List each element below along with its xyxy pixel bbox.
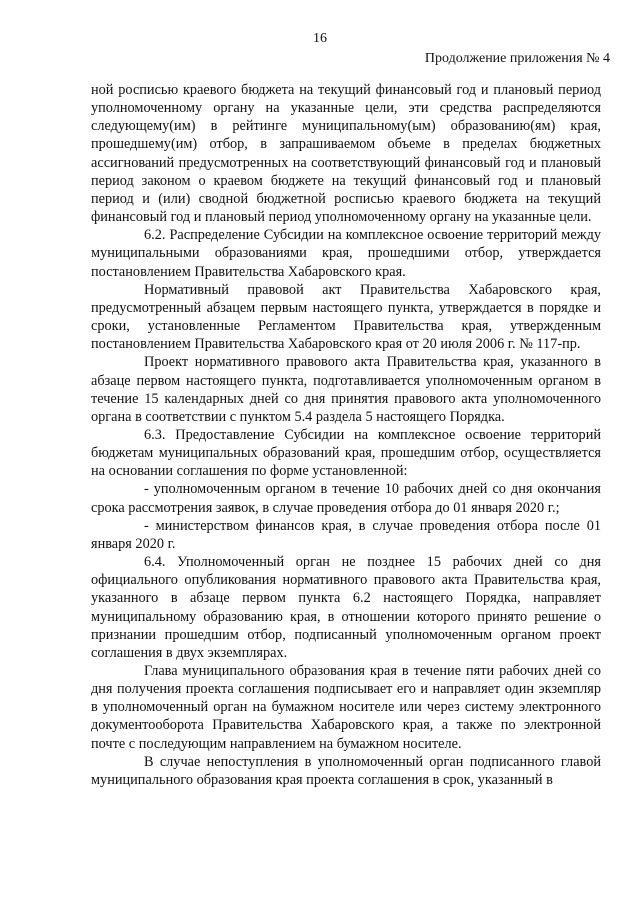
- list-item-finance-ministry: - министерством финансов края, в случае проведения отбора после 01 января 2020 г.: [91, 517, 601, 552]
- list-item-authorized-body: - уполномоченным органом в течение 10 рабочих дней со дня окончания срока рассмотрения заявок, в случае проведения отбора до 01 января 2020 г.;: [91, 481, 601, 516]
- paragraph-non-receipt: В случае непоступления в уполномоченный орган подписанного главой муниципального образования края проекта соглашения в срок, указанный в: [91, 753, 601, 788]
- paragraph-6-2: 6.2. Распределение Субсидии на комплексное освоение территорий между муниципальными образованиями края, прошедшими отбор, утверждается постановлением Правительства Хабаровского края.: [91, 227, 601, 280]
- paragraph-draft-act: Проект нормативного правового акта Правительства края, указанного в абзаце первом настоящего пункта, подготавливается уполномоченным органом в течение 15 календарных дней со дня принятия правового акта уполномоченного органа в соответствии с пунктом 5.4 раздела 5 настоящего Порядка.: [91, 354, 601, 425]
- document-body: [91, 81, 601, 789]
- paragraph-budget-distribution: ной росписью краевого бюджета на текущий финансовый год и плановый период уполномоченному органу на указанные цели, эти средства распределяются следующему(им) в рейтинге муниципальному(ым) образованию(ям) края, прошедшему(им) отбор, в запрашиваемом объеме в пределах бюджетных ассигнований предусмотренных на соответствующий финансовый год и плановый период законом о краевом бюджете на текущий финансовый год и плановый период и (или) сводной бюджетной росписью краевого бюджета на текущий финансовый год и плановый период уполномоченному органу на указанные цели.: [91, 82, 601, 226]
- appendix-continuation-label: Продолжение приложения № 4: [424, 51, 610, 66]
- paragraph-6-3: 6.3. Предоставление Субсидии на комплексное освоение территорий бюджетам муниципальных образований края, прошедшим отбор, осуществляется на основании соглашения по форме установленной:: [91, 426, 601, 480]
- paragraph-municipal-head: Глава муниципального образования края в течение пяти рабочих дней со дня получения проекта соглашения подписывает его и направляет один экземпляр в уполномоченный орган на бумажном носителе или через систему электронного документооборота Правительства Хабаровского края, а также по электронной почте с последующим направлением на бумажном носителе.: [91, 663, 601, 752]
- paragraph-6-4: 6.4. Уполномоченный орган не позднее 15 рабочих дней со дня официального опубликования нормативного правового акта Правительства края, указанного в абзаце первом пункта 6.2 настоящего Порядка, направляет муниципальному образованию края, в отношении которого принято решение о признании прошедшим отбор, подписанный уполномоченным органом проект соглашения в двух экземплярах.: [91, 554, 601, 661]
- paragraph-normative-act: Нормативный правовой акт Правительства Хабаровского края, предусмотренный абзацем первым настоящего пункта, утверждается в порядке и сроки, установленные Регламентом Правительства края, утвержденным постановлением Правительства Хабаровского края от 20 июля 2006 г. № 117-пр.: [91, 281, 601, 353]
- page-number: 16: [313, 31, 327, 46]
